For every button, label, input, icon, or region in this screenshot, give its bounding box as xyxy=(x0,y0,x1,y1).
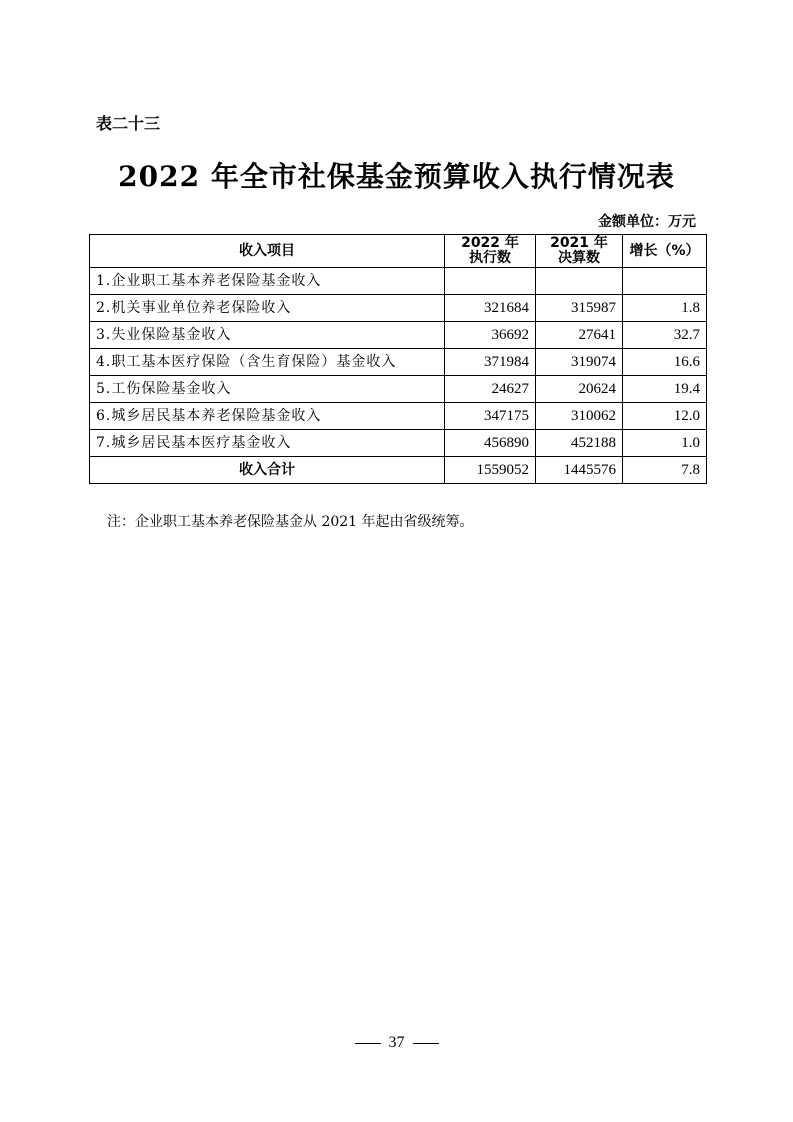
row-value-2021: 319074 xyxy=(536,349,623,376)
row-value-2021: 20624 xyxy=(536,376,623,403)
row-growth: 16.6 xyxy=(623,349,707,376)
row-value-2022: 456890 xyxy=(445,430,536,457)
row-item: 5.工伤保险基金收入 xyxy=(90,376,445,403)
row-item: 6.城乡居民基本养老保险基金收入 xyxy=(90,403,445,430)
row-value-2022: 24627 xyxy=(445,376,536,403)
row-item: 3.失业保险基金收入 xyxy=(90,322,445,349)
table-label: 表二十三 xyxy=(96,114,161,133)
row-value-2021: 315987 xyxy=(536,295,623,322)
dash-right xyxy=(413,1043,439,1044)
row-value-2022: 321684 xyxy=(445,295,536,322)
header-2022 xyxy=(445,235,536,268)
footnote: 注：企业职工基本养老保险基金从 2021 年起由省级统筹。 xyxy=(107,514,474,530)
row-value-2022 xyxy=(445,268,536,295)
row-growth xyxy=(623,268,707,295)
table-body xyxy=(90,268,707,484)
row-growth: 32.7 xyxy=(623,322,707,349)
table-row xyxy=(90,349,707,376)
page-number: 37 xyxy=(388,1034,405,1051)
total-row xyxy=(90,457,707,484)
header-2021 xyxy=(536,235,623,268)
row-item: 2.机关事业单位养老保险收入 xyxy=(90,295,445,322)
page-number-footer xyxy=(0,1034,793,1052)
header-2021-label: 决算数 xyxy=(558,250,600,266)
unit-label: 金额单位：万元 xyxy=(598,214,696,230)
row-growth: 12.0 xyxy=(623,403,707,430)
row-growth: 1.8 xyxy=(623,295,707,322)
table-header xyxy=(90,235,707,268)
table-row xyxy=(90,403,707,430)
row-item: 4.职工基本医疗保险（含生育保险）基金收入 xyxy=(90,349,445,376)
table-row xyxy=(90,322,707,349)
row-value-2021: 452188 xyxy=(536,430,623,457)
row-item: 1.企业职工基本养老保险基金收入 xyxy=(90,268,445,295)
row-value-2022: 347175 xyxy=(445,403,536,430)
row-item: 7.城乡居民基本医疗基金收入 xyxy=(90,430,445,457)
header-growth: 增长（%） xyxy=(623,235,707,268)
table-row xyxy=(90,295,707,322)
row-value-2022: 371984 xyxy=(445,349,536,376)
total-growth: 7.8 xyxy=(623,457,707,484)
header-2022-label: 执行数 xyxy=(469,250,511,266)
page-title: 2022 年全市社保基金预算收入执行情况表 xyxy=(118,160,675,193)
table-row xyxy=(90,430,707,457)
table-row xyxy=(90,376,707,403)
row-value-2021: 27641 xyxy=(536,322,623,349)
table-row xyxy=(90,268,707,295)
row-value-2022: 36692 xyxy=(445,322,536,349)
header-2022-year: 2022 年 xyxy=(461,235,519,251)
dash-left xyxy=(355,1043,381,1044)
header-row xyxy=(90,235,707,268)
total-label: 收入合计 xyxy=(90,457,445,484)
total-value-2022: 1559052 xyxy=(445,457,536,484)
budget-table xyxy=(89,234,707,484)
total-value-2021: 1445576 xyxy=(536,457,623,484)
row-value-2021: 310062 xyxy=(536,403,623,430)
header-2021-year: 2021 年 xyxy=(550,235,608,251)
row-growth: 1.0 xyxy=(623,430,707,457)
header-item: 收入项目 xyxy=(90,235,445,268)
row-value-2021 xyxy=(536,268,623,295)
row-growth: 19.4 xyxy=(623,376,707,403)
